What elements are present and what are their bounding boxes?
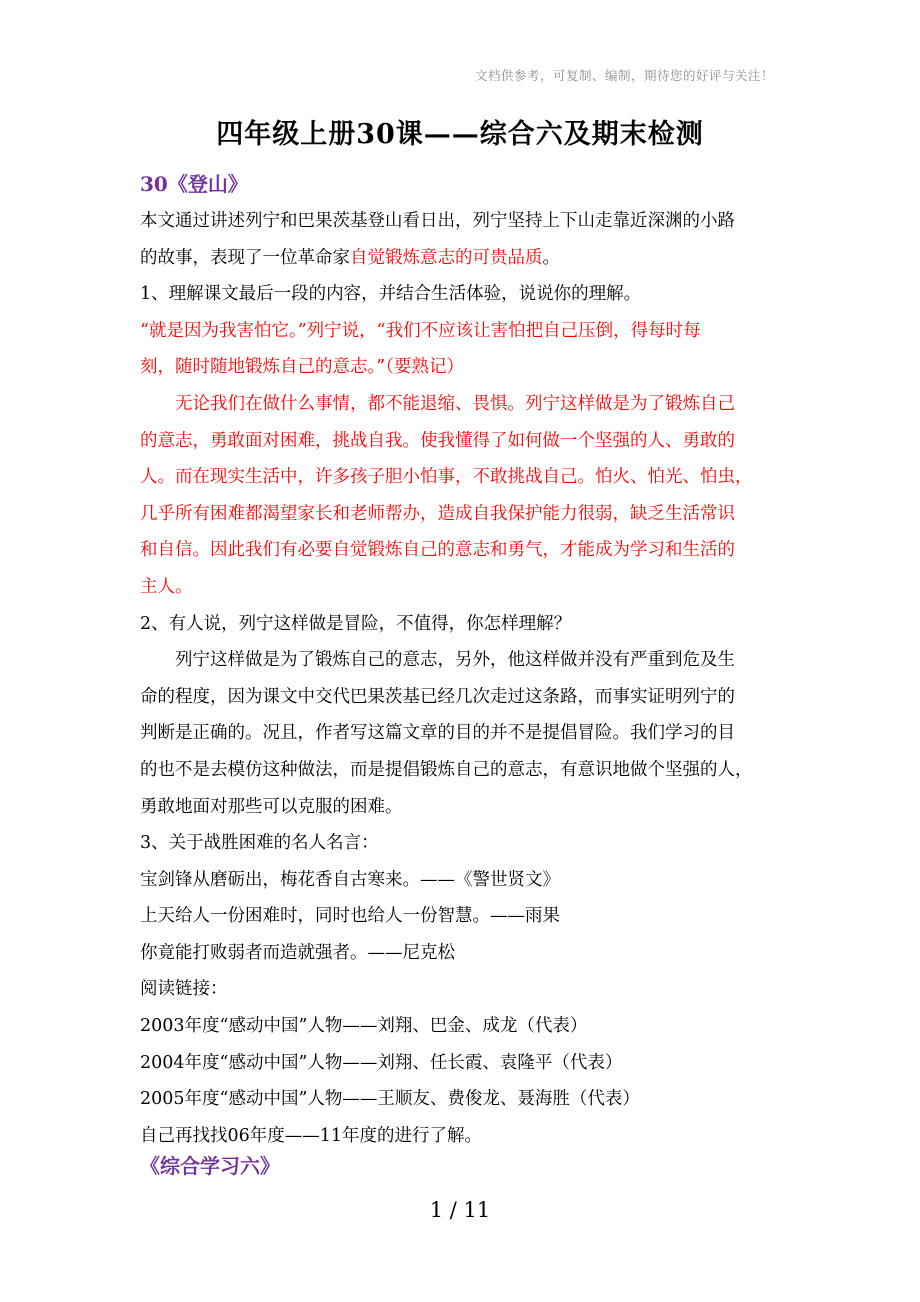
reading-item: 自己再找找06年度——11年度的进行了解。 xyxy=(140,1125,483,1146)
summary-line-2 xyxy=(140,240,780,277)
quote-line-2-text: 刻，随时随地锻炼自己的意志。” xyxy=(140,357,386,378)
page-title: 四年级上册30课——综合六及期末检测 xyxy=(216,119,704,150)
answer-2-line: 列宁这样做是为了锻炼自己的意志，另外，他这样做并没有严重到危及生 xyxy=(175,650,735,671)
summary-line-2-suffix: 。 xyxy=(542,247,560,268)
summary-line-2-prefix: 的故事，表现了一位革命家 xyxy=(140,247,350,268)
question-2: 2、有人说，列宁这样做是冒险，不值得，你怎样理解？ xyxy=(140,613,572,634)
answer-2-line: 勇敢地面对那些可以克服的困难。 xyxy=(140,796,403,817)
quote-line-2 xyxy=(140,349,780,386)
reading-item: 2003年度“感动中国”人物——刘翔、巴金、成龙（代表） xyxy=(140,1016,588,1037)
summary-line-1: 本文通过讲述列宁和巴果茨基登山看日出，列宁坚持上下山走靠近深渊的小路 xyxy=(140,211,735,231)
question-1: 1、理解课文最后一段的内容，并结合生活体验，说说你的理解。 xyxy=(140,284,642,305)
answer-1-line: 的意志，勇敢面对困难，挑战自我。使我懂得了如何做一个坚强的人、勇敢的 xyxy=(140,430,735,451)
famous-quote: 你竟能打败弱者而造就强者。——尼克松 xyxy=(140,942,455,963)
famous-quote: 上天给人一份困难时，同时也给人一份智慧。——雨果 xyxy=(140,906,560,927)
memorize-note: （要熟记） xyxy=(385,357,464,378)
answer-1-line: 和自信。因此我们有必要自觉锻炼自己的意志和勇气，才能成为学习和生活的 xyxy=(140,540,735,561)
reading-item: 2004年度“感动中国”人物——刘翔、任长霞、袁隆平（代表） xyxy=(140,1052,623,1073)
question-3: 3、关于战胜困难的名人名言： xyxy=(140,833,379,854)
famous-quote: 宝剑锋从磨砺出，梅花香自古寒来。——《警世贤文》 xyxy=(140,869,560,890)
answer-2-line: 命的程度，因为课文中交代巴果茨基已经几次走过这条路，而事实证明列宁的 xyxy=(140,686,735,707)
section-heading-integrated-study-6: 《综合学习六》 xyxy=(140,1154,280,1178)
answer-1-line: 人。而在现实生活中，许多孩子胆小怕事，不敢挑战自己。怕火、怕光、怕虫， xyxy=(140,467,753,488)
answer-1-line: 几乎所有困难都渴望家长和老师帮办，造成自我保护能力很弱，缺乏生活常识 xyxy=(140,503,735,524)
answer-2-line: 的也不是去模仿这种做法，而是提倡锻炼自己的意志，有意识地做个坚强的人， xyxy=(140,759,753,780)
page-number: 1 / 11 xyxy=(429,1198,491,1222)
header-note: 文档供参考，可复制、编制，期待您的好评与关注！ xyxy=(474,68,774,83)
quote-line-1: “就是因为我害怕它。”列宁说，“我们不应该让害怕把自己压倒，得每时每 xyxy=(140,320,701,341)
document-body xyxy=(140,203,780,1154)
section-heading-lesson-30: 30《登山》 xyxy=(140,172,248,196)
summary-highlight: 自觉锻炼意志的可贵品质 xyxy=(350,247,543,268)
answer-1-line: 无论我们在做什么事情，都不能退缩、畏惧。列宁这样做是为了锻炼自己 xyxy=(175,393,735,414)
reading-item: 2005年度“感动中国”人物——王顺友、费俊龙、聂海胜（代表） xyxy=(140,1089,640,1110)
answer-1-line: 主人。 xyxy=(140,576,193,597)
reading-link-label: 阅读链接： xyxy=(140,979,228,1000)
answer-2-line: 判断是正确的。况且，作者写这篇文章的目的并不是提倡冒险。我们学习的目 xyxy=(140,723,735,744)
